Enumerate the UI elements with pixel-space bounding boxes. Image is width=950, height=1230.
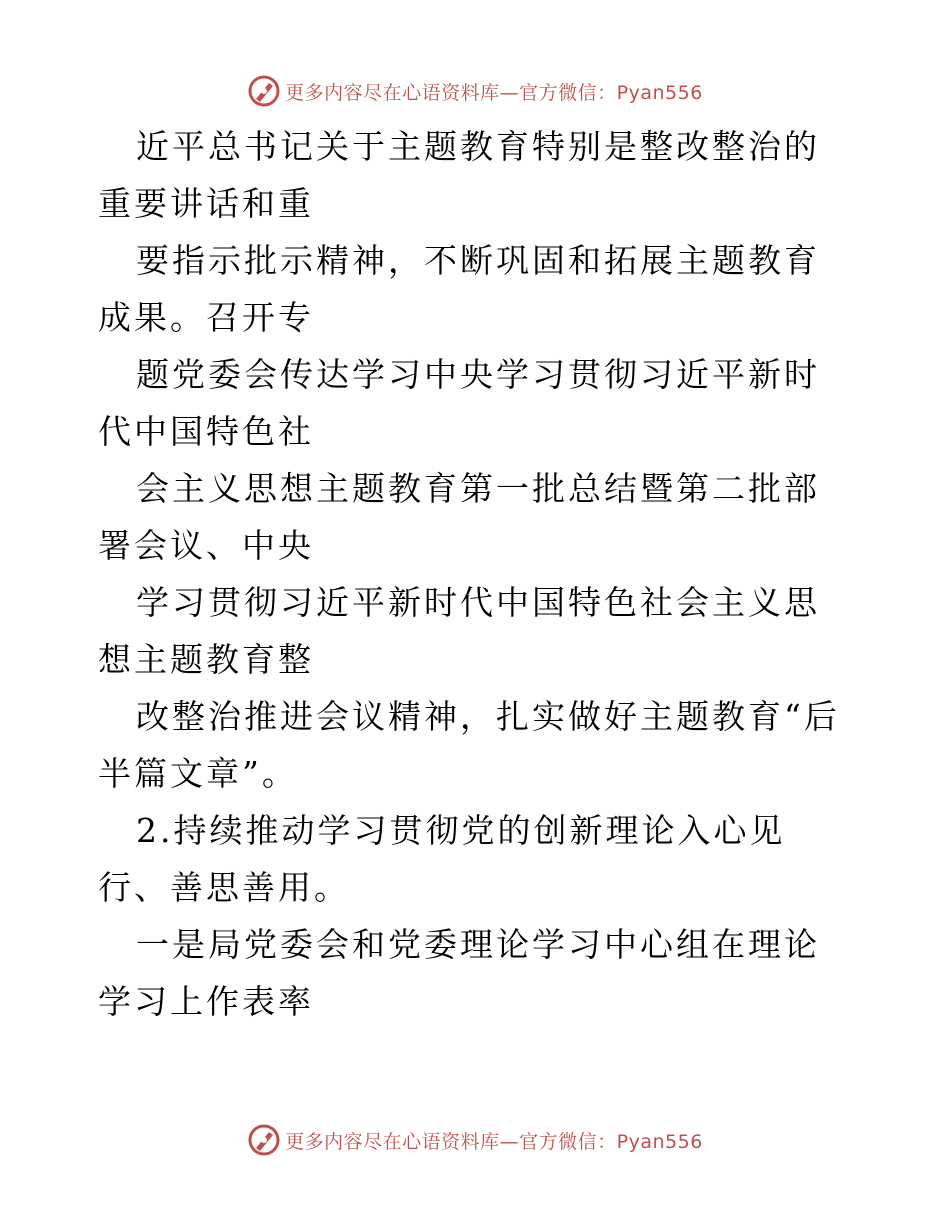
footer-banner-text: 更多内容尽在心语资料库—官方微信：Pyan556: [285, 1130, 703, 1153]
paragraph: 近平总书记关于主题教育特别是整改整治的重要讲话和重: [98, 127, 820, 223]
paragraph: 会主义思想主题教育第一批总结暨第二批部署会议、中央: [98, 469, 820, 565]
paragraph: 要指示批示精神，不断巩固和拓展主题教育成果。召开专: [98, 241, 820, 337]
paragraph: 学习贯彻习近平新时代中国特色社会主义思想主题教育整: [98, 583, 820, 679]
header-banner: [0, 71, 950, 111]
pen-circle-logo-icon: [247, 1123, 281, 1157]
document-body: [98, 118, 854, 1030]
paragraph: 2.持续推动学习贯彻党的创新理论入心见行、善思善用。: [98, 811, 786, 907]
paragraph: 一是局党委会和党委理论学习中心组在理论学习上作表率: [98, 925, 820, 1021]
footer-banner: [0, 1120, 950, 1160]
paragraph: 题党委会传达学习中央学习贯彻习近平新时代中国特色社: [98, 355, 820, 451]
paragraph: 改整治推进会议精神，扎实做好主题教育“后半篇文章”。: [98, 697, 840, 793]
header-banner-text: 更多内容尽在心语资料库—官方微信：Pyan556: [285, 81, 703, 104]
pen-circle-logo-icon: [247, 74, 281, 108]
